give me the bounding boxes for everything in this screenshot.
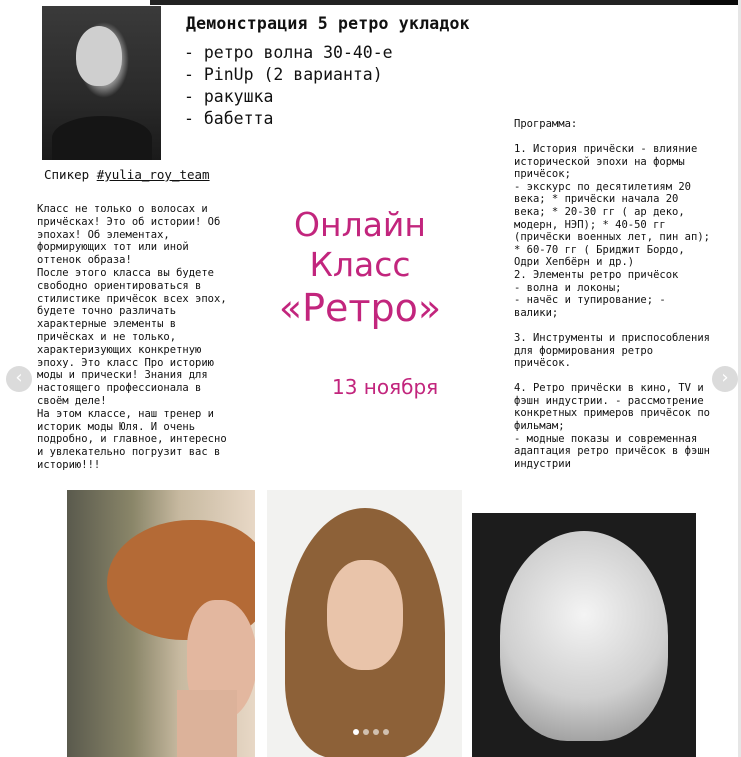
speaker-label: Спикер [44,167,90,182]
list-item: - ретро волна 30-40-е [184,43,393,62]
speaker-face [76,26,122,86]
carousel-dots [353,729,389,735]
program-text: 1. История причёски - влияние исторической эпохи на формы причёсок; - экскурс по десятилетиям 20 века; * причёски начала 20 века; * 20-30 гг ( ар деко, модерн, НЭП); * 40-50 гг (причёски военных лет, пин ап); * 60-70 гг ( Бриджит Бордо, Одри Хепбёрн и др.) 2. Элементы ретро причёсок - волна и локоны; - начёс и тупирование; - валики; 3. Инструменты и приспособления для формирования ретро причёсок. 4. Ретро причёски в кино, TV и фэшн индустрии. - рассмотрение конкретных примеров причёсок по фильмам; - модные показы и современная адаптация ретро причёсок в фэшн индустрии [514,143,710,470]
speaker-hashtag-link[interactable]: #yulia_roy_team [96,167,210,182]
heading-line-retro: «Ретро» [278,286,442,330]
speaker-photo [42,6,161,160]
top-image-strip [150,0,741,5]
list-item: - бабетта [184,109,274,128]
retro-hairstyle-photo-waves [267,490,462,757]
neck-shape [177,690,237,757]
class-heading [260,205,460,331]
retro-hairstyle-photo-profile [67,490,255,757]
class-date: 13 ноября [332,375,439,399]
carousel-next-button[interactable]: › [712,366,738,392]
carousel-prev-button[interactable]: ‹ [6,366,32,392]
speaker-caption [44,167,210,182]
list-item: - ракушка [184,87,274,106]
heading-line-online: Онлайн [294,205,426,244]
hair-shape [500,531,668,741]
carousel-dot[interactable] [353,729,359,735]
list-item: - PinUp (2 варианта) [184,65,383,84]
heading-line-class: Класс [309,245,411,284]
carousel-dot[interactable] [363,729,369,735]
program-heading: Программа: [514,118,578,130]
speaker-shoulder [52,116,152,160]
carousel-dot[interactable] [373,729,379,735]
face-shape [327,560,403,670]
class-description: Класс не только о волосах и причёсках! Это об истории! Об эпохах! Об элементах, формирующих тот или иной оттенок образа! После этого класса вы будете свободно ориентироваться в стилистике причёсок всех эпох, будете точно различать характерные элементы в причёсках и не только, характеризующих конкретную эпоху. Это класс Про историю моды и прически! Знания для настоящего профессионала в своём деле! На этом классе, наш тренер и историк моды Юля. И очень подробно, и главное, интересно и увлекательно погрузит вас в историю!!! [37,203,227,471]
carousel-dot[interactable] [383,729,389,735]
retro-hairstyle-photo-back [472,513,696,757]
page-title: Демонстрация 5 ретро укладок [186,14,470,33]
hairstyle-list [184,42,393,130]
top-image-strip-dark [690,0,741,5]
